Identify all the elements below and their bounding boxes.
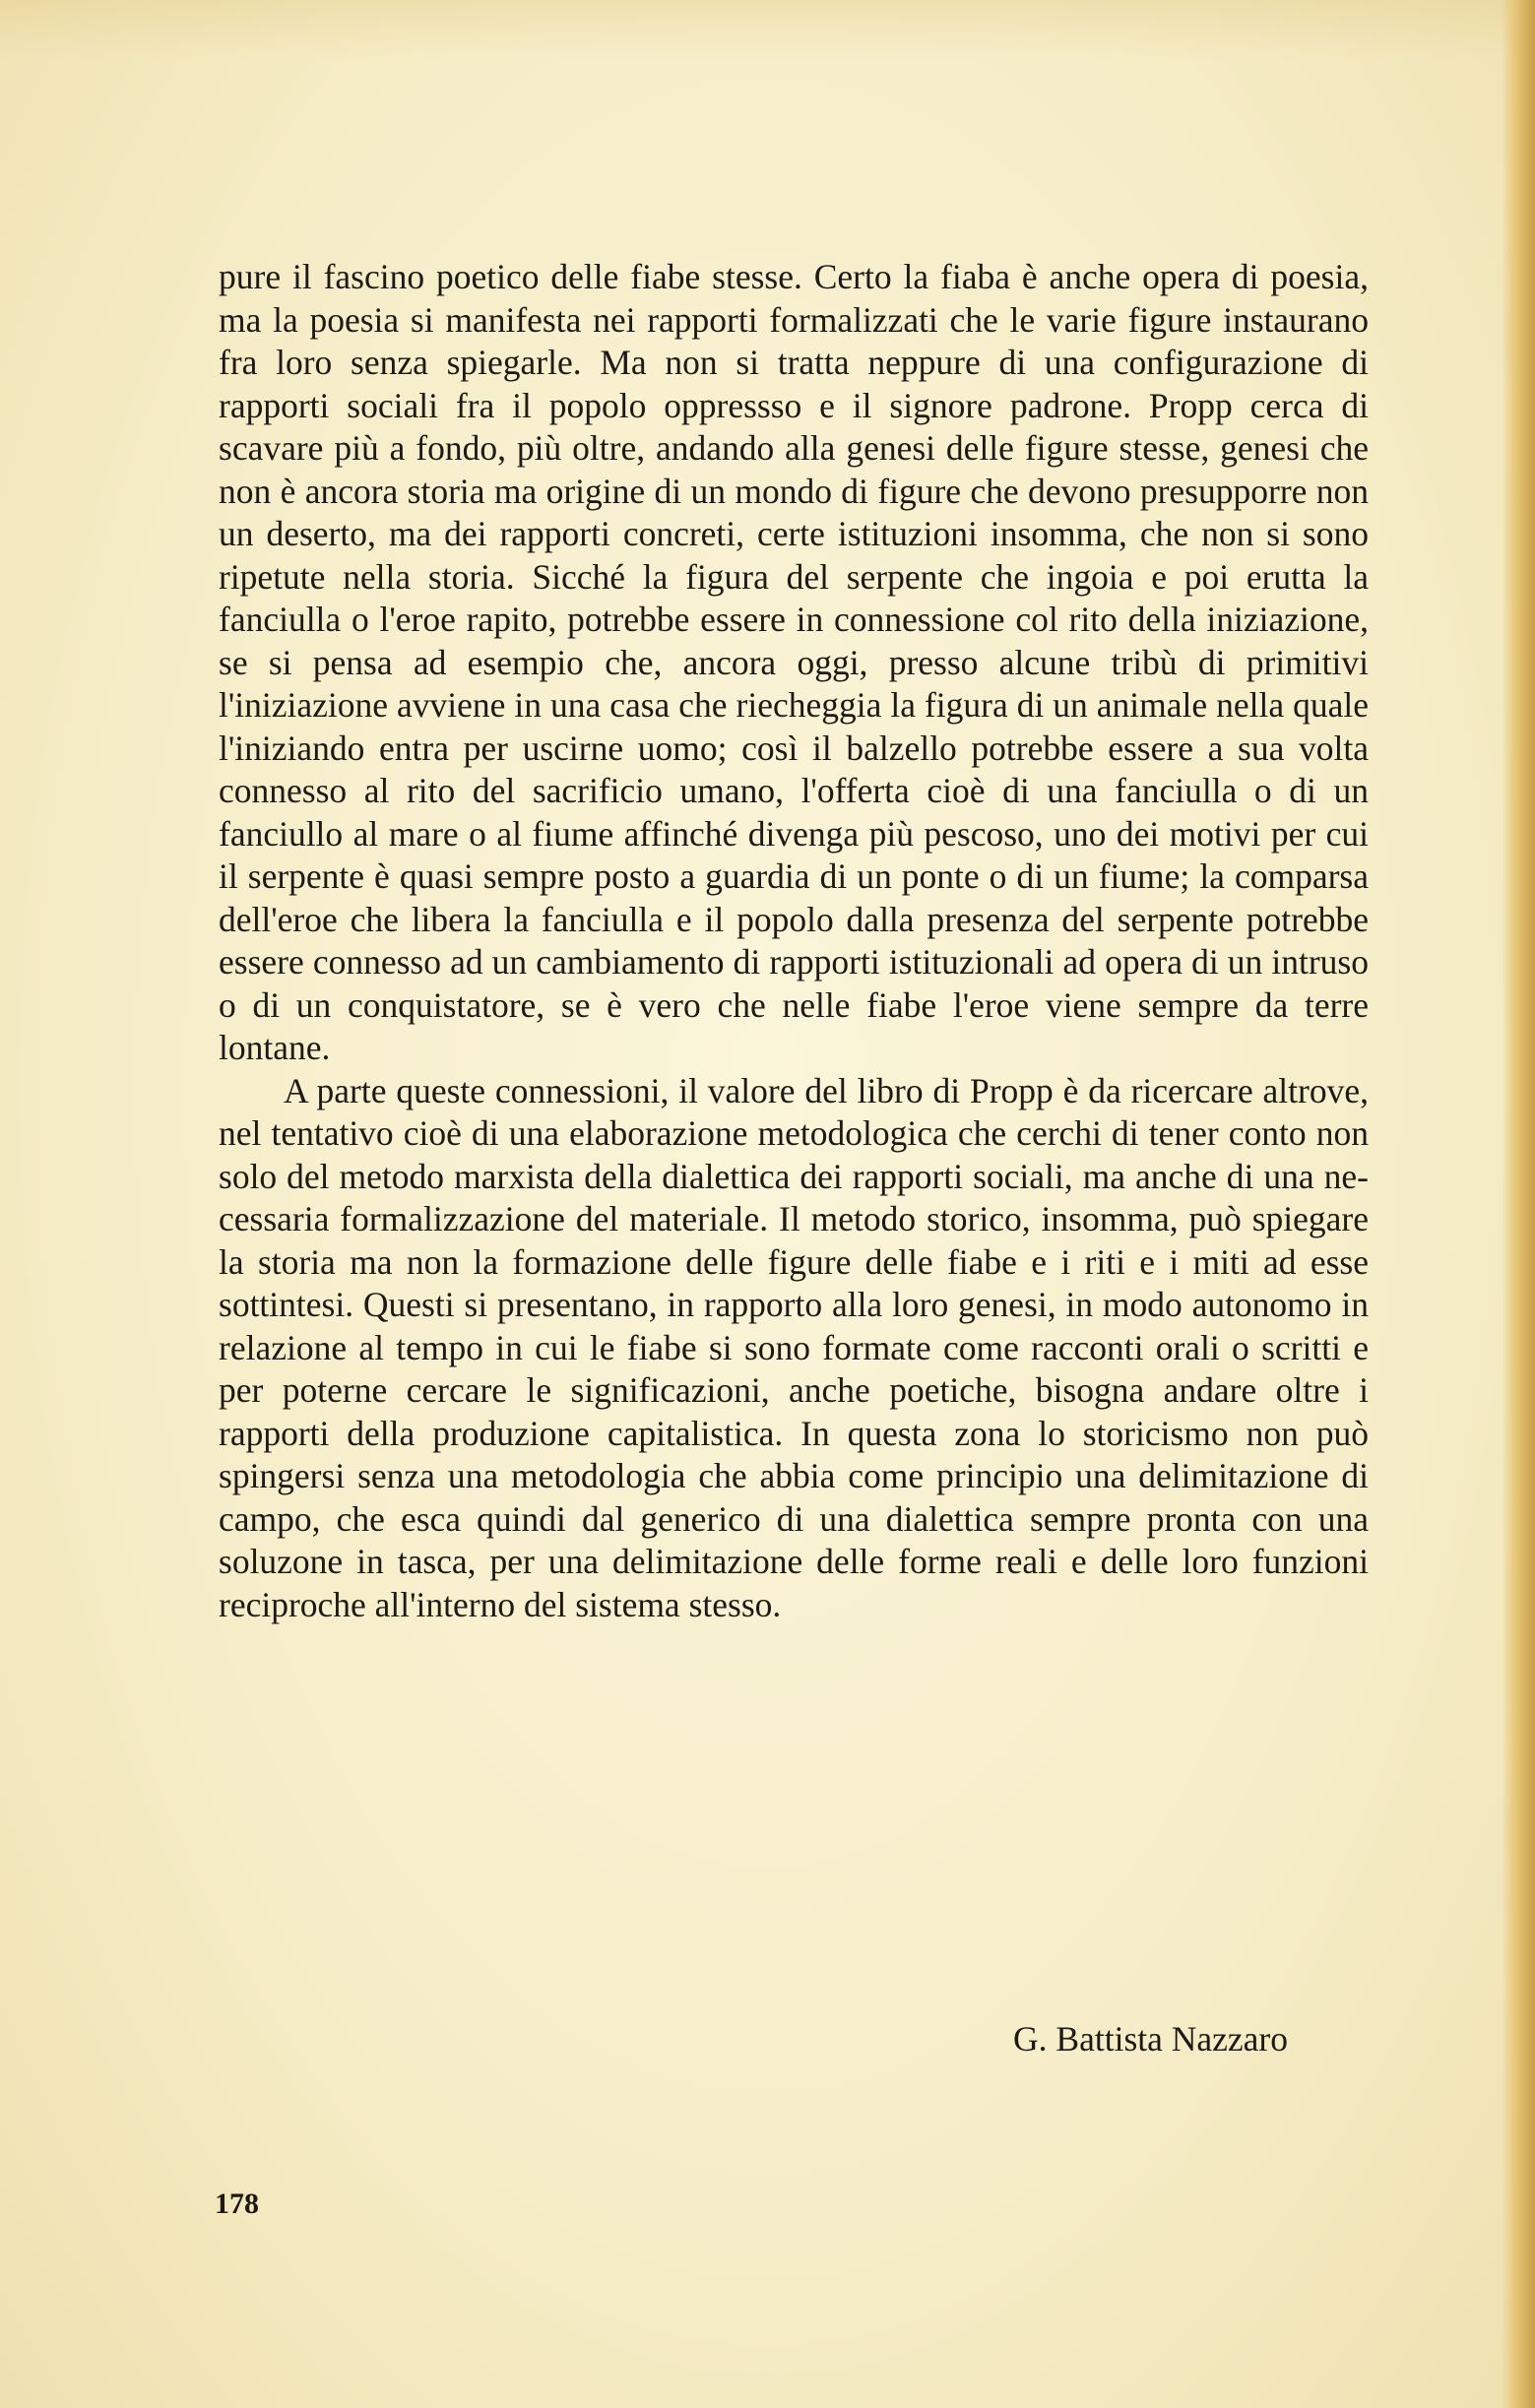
page-edge-shading <box>1502 0 1535 2408</box>
body-text <box>219 256 1369 1626</box>
page-number: 178 <box>215 2187 259 2220</box>
author-signature: G. Battista Nazzaro <box>1013 2019 1288 2059</box>
page-top-shading <box>0 0 1535 59</box>
paragraph-2: A parte queste connessioni, il valore del libro di Propp è da ricercare altrove, nel tentativo cioè di una elaborazione metodologica che cerchi di tener conto non solo del metodo marxista della dialettica dei rapporti sociali, ma anche di una necessaria formalizzazione del materiale. Il metodo storico, insomma, può spiegare la storia ma non la formazione delle figure delle fiabe e i riti e i miti ad esse sottintesi. Questi si presentano, in rapporto alla loro genesi, in modo autonomo in relazione al tempo in cui le fiabe si sono formate come racconti orali o scritti e per poterne cercare le significazioni, anche poetiche, bisogna andare oltre i rapporti della produzione capitalistica. In questa zona lo storicismo non può spingersi senza una metodologia che abbia come principio una delimitazione di campo, che esca quindi dal generico di una dialettica sempre pronta con una soluzone in tasca, per una delimitazione delle forme reali e delle loro funzioni reciproche all'interno del sistema stesso. <box>219 1070 1369 1624</box>
paragraph-1: pure il fascino poetico delle fiabe stesse. Certo la fiaba è anche opera di poesia, ma la poesia si manifesta nei rapporti formalizzati che le varie figure instaurano fra loro senza spiegarle. Ma non si tratta neppure di una configurazione di rapporti sociali fra il popolo oppressso e il signore padrone. Propp cerca di scavare più a fondo, più oltre, andando alla genesi delle figure stesse, genesi che non è ancora storia ma origine di un mondo di figure che devono presupporre non un deserto, ma dei rapporti concreti, certe istituzioni insomma, che non si sono ripetute nella storia. Sicché la figura del serpente che ingoia e poi erutta la fanciulla o l'eroe rapito, potrebbe essere in connessione col rito della iniziazione, se si pensa ad esempio che, ancora oggi, presso alcune tribù di primitivi l'iniziazione avviene in una casa che riecheggia la figura di un animale nella quale l'iniziando entra per uscirne uomo; così il balzello potrebbe essere a sua volta connesso al rito del sacrificio umano, l'offerta cioè di una fanciulla o di un fanciullo al mare o al fiume affinché divenga più pescoso, uno dei motivi per cui il serpente è quasi sempre posto a guardia di un ponte o di un fiume; la comparsa dell'eroe che libera la fanciulla e il popolo dalla presenza del serpente potrebbe essere connesso ad un cambiamento di rapporti istituzionali ad opera di un intruso o di un conquistatore, se è vero che nelle fiabe l'eroe viene sempre da terre lontane. <box>219 257 1369 1067</box>
